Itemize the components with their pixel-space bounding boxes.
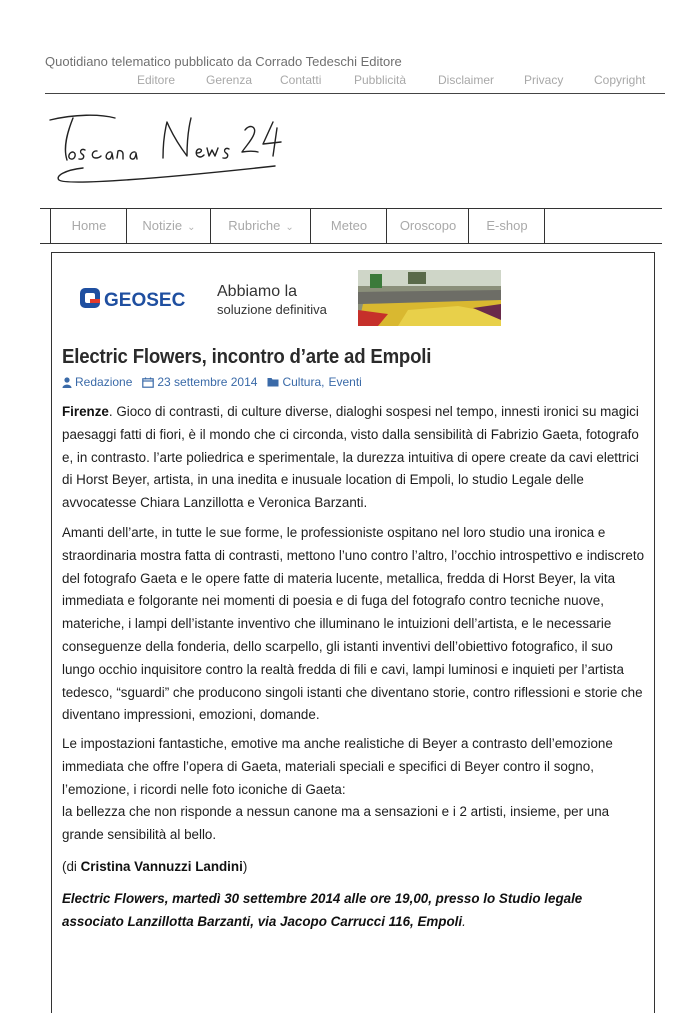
chevron-down-icon: ⌄ xyxy=(187,222,196,233)
article-byline xyxy=(62,856,647,879)
top-link-copyright[interactable]: Copyright xyxy=(594,73,646,87)
article-paragraph-3 xyxy=(62,733,647,847)
top-link-gerenza[interactable]: Gerenza xyxy=(206,73,253,87)
category-eventi[interactable]: Eventi xyxy=(328,375,362,389)
main-navbar xyxy=(40,208,662,244)
author-name: Redazione xyxy=(75,375,133,389)
top-link-contatti[interactable]: Contatti xyxy=(280,73,322,87)
top-link-disclaimer[interactable]: Disclaimer xyxy=(438,73,495,87)
nav-home[interactable] xyxy=(50,209,127,243)
user-icon xyxy=(62,377,72,388)
nav-meteo[interactable] xyxy=(310,209,387,243)
article-date: 23 settembre 2014 xyxy=(157,375,258,389)
nav-oroscopo[interactable] xyxy=(386,209,469,243)
top-link-privacy[interactable]: Privacy xyxy=(524,73,564,87)
nav-oroscopo-label: Oroscopo xyxy=(399,218,457,233)
chevron-down-icon: ⌄ xyxy=(285,222,294,233)
nav-end-divider xyxy=(544,209,545,243)
header-divider xyxy=(45,93,665,94)
top-links xyxy=(137,73,645,87)
ad-subline: soluzione definitiva xyxy=(217,302,327,317)
event-details: Electric Flowers, martedì 30 settembre 2014 alle ore 19,00, presso lo Studio legale associato Lanzillotta Barzanti, via Jacopo Carrucci 116, Empoli xyxy=(62,891,583,929)
nav-eshop-label: E-shop xyxy=(486,218,528,233)
date-link[interactable] xyxy=(142,375,257,389)
site-tagline: Quotidiano telematico pubblicato da Corrado Tedeschi Editore xyxy=(45,54,402,69)
nav-home-label: Home xyxy=(71,218,107,233)
article-title: Electric Flowers, incontro d’arte ad Empoli xyxy=(62,346,432,368)
article-p3-line2: la bellezza che non risponde a nessun canone ma a sensazioni e i 2 artisti, insieme, per una grande sensibilità al bello. xyxy=(62,804,610,843)
article-paragraph-2: Amanti dell’arte, in tutte le sue forme, le professioniste ospitano nel loro studio una ironica e straordinaria mostra fatta di contrasti, mettono l’uno contro l’altro, l’occhio introspettivo e indiscreto del fotografo Gaeta e le opere fatte di materia lucente, metallica, fredda di Horst Beyer, la vita immediata e folgorante nei momenti di poesia e di fuga del fotografo contro tecniche nuove, materiche, i lampi dell’istante inventivo che illuminano le intuizioni dell’artista, e le necessarie conseguenze della fonderia, dello scarpello, gli istanti inventivi dell’obiettivo fotografico, il suo lungo occhio inquisitore contro la realtà fredda di fili e cavi, lampi luminosi e inquieti per l’artista tedesco, “sguardi” che producono singoli istanti che diventano storie, contro riflessioni e storie che diventano impressioni, emozioni, domande. xyxy=(62,525,645,723)
top-link-pubblicita[interactable]: Pubblicità xyxy=(354,73,407,87)
nav-rubriche[interactable] xyxy=(210,209,311,243)
byline-close: ) xyxy=(242,859,248,874)
site-logo-script xyxy=(45,108,305,193)
geosec-logo-icon xyxy=(80,288,100,308)
article-p3-line1: Le impostazioni fantastiche, emotive ma anche realistiche di Beyer a contrasto dell’emozione immediata che offre l’opera di Gaeta, materiali speciali e specifici di Beyer contro il sogno, l’emozione, i ricordi nelle foto iconiche di Gaeta: xyxy=(62,736,613,797)
ad-brand: GEOSEC xyxy=(104,290,186,311)
article-paragraph-1 xyxy=(62,401,647,515)
article-lead-location: Firenze xyxy=(62,404,109,419)
categories xyxy=(267,375,361,389)
calendar-icon xyxy=(142,377,154,388)
nav-eshop[interactable] xyxy=(468,209,545,243)
nav-meteo-label: Meteo xyxy=(330,218,368,233)
nav-notizie[interactable] xyxy=(126,209,211,243)
ad-photo-image xyxy=(358,270,501,326)
article-meta xyxy=(62,375,372,389)
article-p1-body: . Gioco di contrasti, di culture diverse, dialoghi sospesi nel tempo, innesti ironici su magici paesaggi fatti di fiori, è il mondo che ci circonda, visto dalla sensibilità di Fabrizio Gaeta, fotografo e, in contrasto. l’arte poliedrica e sperimentale, la durezza intuitiva di opere create da cavi elettrici di Horst Beyer, artista, in una inedita e inusuale location di Empoli, lo studio Legale delle avvocatesse Chiara Lanzillotta e Veronica Barzanti. xyxy=(62,404,639,511)
category-cultura[interactable]: Cultura xyxy=(282,375,322,389)
folder-icon xyxy=(267,377,279,387)
ad-headline: Abbiamo la xyxy=(217,283,298,300)
nav-notizie-label: Notizie xyxy=(142,218,183,233)
top-link-editore[interactable]: Editore xyxy=(137,73,176,87)
site-logo[interactable] xyxy=(45,108,305,198)
byline-author: Cristina Vannuzzi Landini xyxy=(80,859,243,874)
event-end: . xyxy=(462,913,466,929)
author-link[interactable] xyxy=(62,375,132,389)
nav-rubriche-label: Rubriche xyxy=(228,218,281,233)
category-separator: , xyxy=(321,375,325,389)
ad-banner[interactable] xyxy=(78,270,503,328)
ad-banner-graphic xyxy=(78,270,503,328)
byline-open: (di xyxy=(62,859,81,874)
event-info xyxy=(62,888,647,934)
